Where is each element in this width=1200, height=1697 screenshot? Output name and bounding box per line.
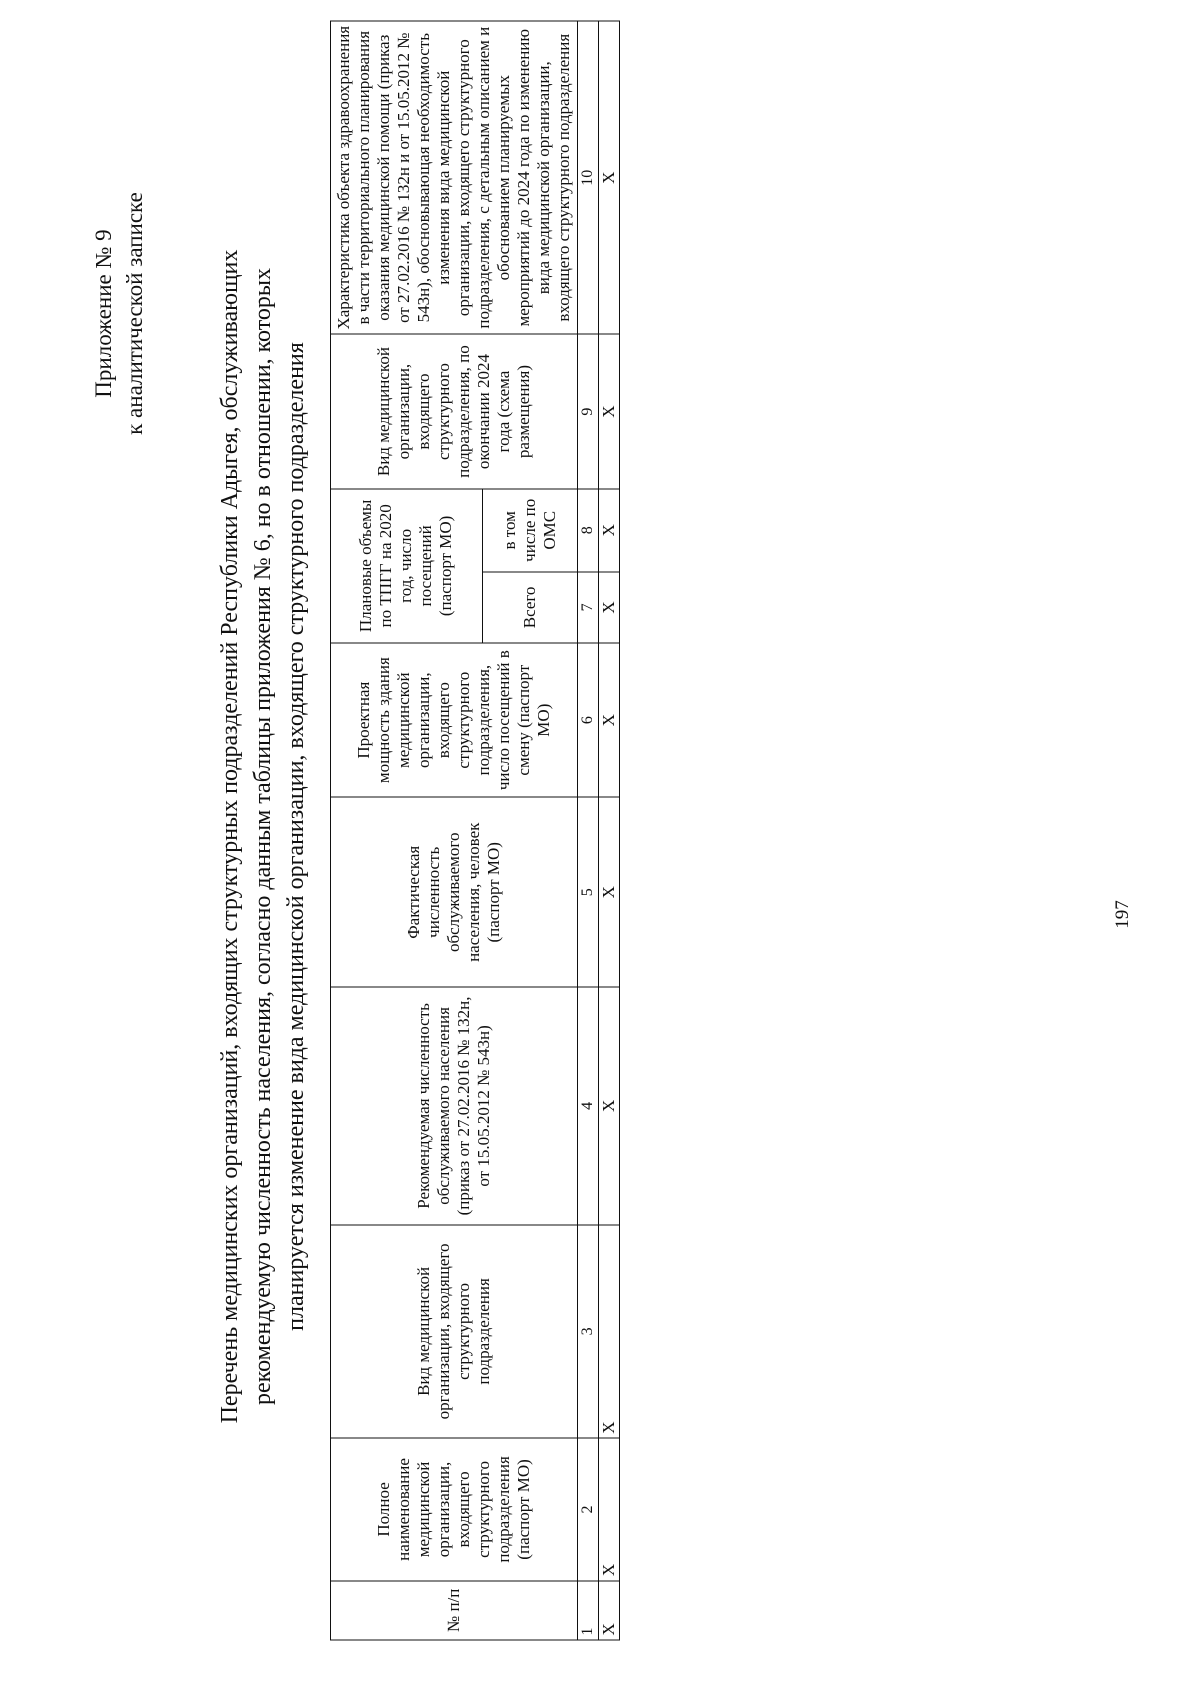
table-cell: Х	[599, 21, 620, 334]
table-cell: Х	[599, 1225, 620, 1439]
table-cell: Х	[599, 572, 620, 643]
table-cell: Х	[599, 987, 620, 1224]
organizations-table	[330, 21, 620, 1641]
title-line: планируется изменение вида медицинской организации, входящего структурного подразделения	[283, 342, 309, 1331]
column-number: 3	[578, 1225, 599, 1439]
header-total: Всего	[482, 572, 577, 643]
header-actual-population: Фактическая численность обслуживаемого населения, человек (паспорт МО)	[331, 797, 578, 987]
column-number: 2	[578, 1438, 599, 1580]
table-cell: Х	[599, 797, 620, 987]
column-number-row	[578, 21, 599, 1640]
header-characteristics: Характеристика объекта здравоохранения в части территориального планирования оказания медицинской помощи (приказ от 27.02.2016 № 132н и от 15.05.2012 № 543н), обосновывающая необходимость изменения вида медицинской организации, входящего структурного подразделения, с детальным описанием и обоснованием планируемых мероприятий до 2024 года по изменению вида медицинской организации, входящего структурного подразделения	[331, 21, 578, 334]
table-cell: Х	[599, 489, 620, 572]
title-line: Перечень медицинских организаций, входящих структурных подразделений Республики Адыгея, обслуживающих	[217, 249, 243, 1424]
appendix-line-2: к аналитической записке	[122, 192, 147, 435]
document-title	[214, 37, 313, 1637]
header-number: № п/п	[331, 1581, 578, 1640]
column-number: 6	[578, 643, 599, 797]
page-number: 197	[1112, 900, 1133, 929]
table-cell: Х	[599, 334, 620, 488]
header-org-type: Вид медицинской организации, входящего структурного подразделения	[331, 1225, 578, 1439]
column-number: 10	[578, 21, 599, 334]
header-org-type-2024: Вид медицинской организации, входящего структурного подразделения, по окончании 2024 года (схема размещения)	[331, 334, 578, 488]
appendix-line-1: Приложение № 9	[91, 229, 116, 398]
column-number: 7	[578, 572, 599, 643]
header-full-name: Полное наименование медицинской организации, входящего структурного подразделения (паспорт МО)	[331, 1438, 578, 1580]
table-cell: Х	[599, 1581, 620, 1640]
header-recommended-population: Рекомендуемая численность обслуживаемого населения (приказ от 27.02.2016 № 132н, от 15.05.2012 № 543н)	[331, 987, 578, 1224]
header-including-oms: в том числе по ОМС	[482, 489, 577, 572]
title-line: рекомендуемую численность населения, согласно данным таблицы приложения № 6, но в отношении, которых	[250, 268, 276, 1405]
column-number: 4	[578, 987, 599, 1224]
header-planned-volumes: Плановые объемы по ТПГГ на 2020 год, число посещений (паспорт МО)	[331, 489, 483, 643]
column-number: 9	[578, 334, 599, 488]
appendix-caption	[88, 54, 150, 574]
column-number: 8	[578, 489, 599, 572]
header-design-capacity: Проектная мощность здания медицинской организации, входящего структурного подразделения, число посещений в смену (паспорт МО)	[331, 643, 578, 797]
table-cell: Х	[599, 1438, 620, 1580]
column-number: 5	[578, 797, 599, 987]
table-row	[599, 21, 620, 1640]
table-cell: Х	[599, 643, 620, 797]
column-number: 1	[578, 1581, 599, 1640]
